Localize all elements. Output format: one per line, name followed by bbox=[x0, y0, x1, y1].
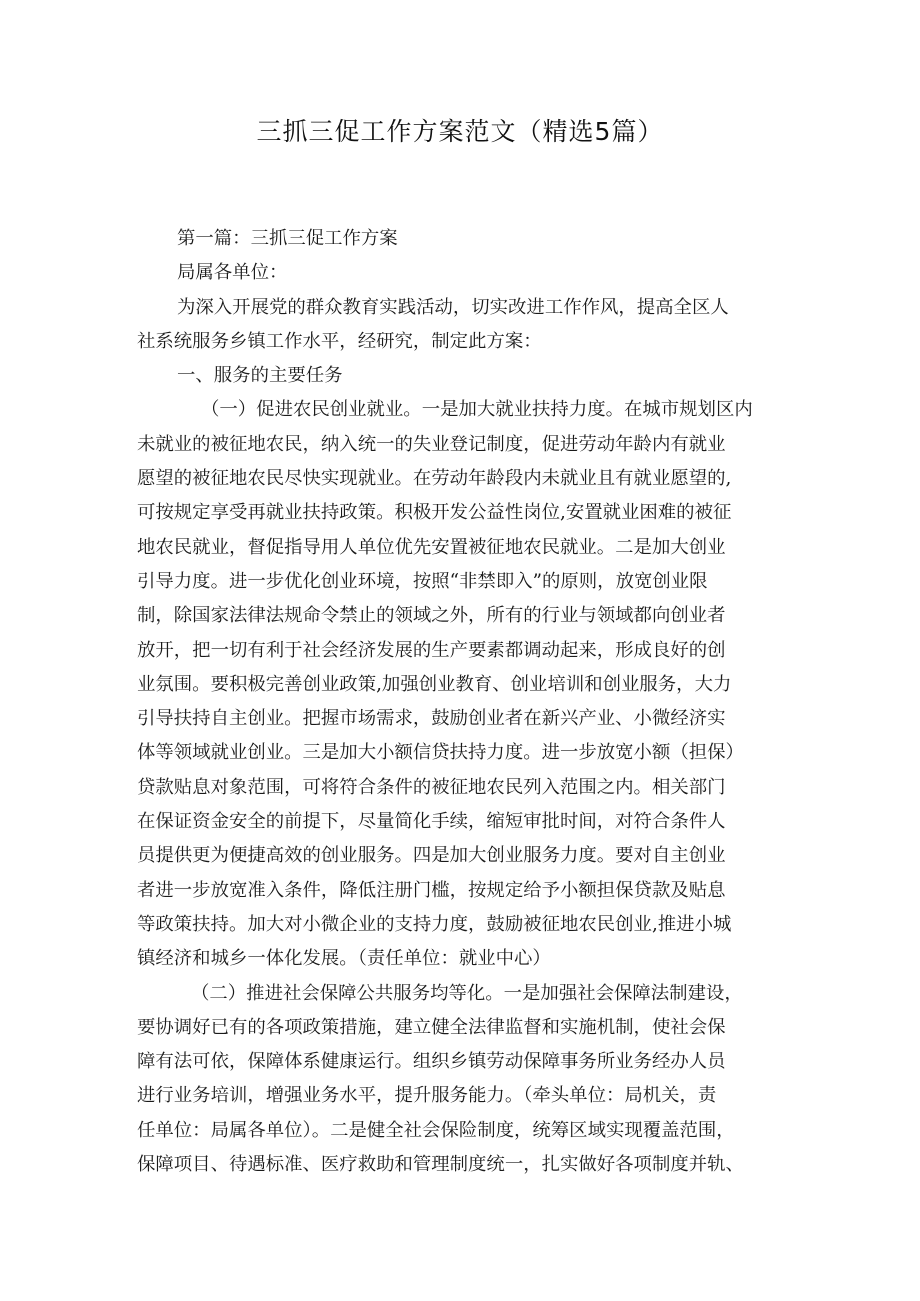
paragraph-line: 要协调好已有的各项政策措施，建立健全法律监督和实施机制，使社会保 bbox=[137, 1016, 726, 1038]
paragraph-line: 等政策扶持。加大对小微企业的支持力度，鼓励被征地农民创业,推进小城 bbox=[137, 913, 732, 935]
paragraph-line: 愿望的被征地农民尽快实现就业。在劳动年龄段内未就业且有就业愿望的, bbox=[137, 468, 732, 490]
section-heading-tasks: 一、服务的主要任务 bbox=[177, 365, 343, 387]
paragraph-line: 社系统服务乡镇工作水平，经研究，制定此方案： bbox=[137, 330, 542, 352]
paragraph-line: 进行业务培训，增强业务水平，提升服务能力。（牵头单位：局机关，责 bbox=[137, 1085, 717, 1107]
paragraph-line: 放开，把一切有利于社会经济发展的生产要素都调动起来，形成良好的创 bbox=[137, 639, 726, 661]
paragraph-line: 员提供更为便捷高效的创业服务。四是加大创业服务力度。要对自主创业 bbox=[137, 845, 726, 867]
paragraph-line: 体等领域就业创业。三是加大小额信贷扶持力度。进一步放宽小额（担保） bbox=[137, 742, 744, 764]
salutation: 局属各单位： bbox=[177, 262, 288, 284]
paragraph-line: （一）促进农民创业就业。一是加大就业扶持力度。在城市规划区内 bbox=[201, 399, 753, 421]
paragraph-line: 镇经济和城乡一体化发展。（责任单位：就业中心） bbox=[137, 948, 551, 970]
paragraph-line: 引导扶持自主创业。把握市场需求，鼓励创业者在新兴产业、小微经济实 bbox=[137, 708, 726, 730]
paragraph-line: 未就业的被征地农民，纳入统一的失业登记制度，促进劳动年龄内有就业 bbox=[137, 433, 726, 455]
paragraph-line: （二）推进社会保障公共服务均等化。一是加强社会保障法制建设， bbox=[191, 982, 743, 1004]
paragraph-line: 业氛围。要积极完善创业政策,加强创业教育、创业培训和创业服务，大力 bbox=[137, 673, 732, 695]
paragraph-line: 为深入开展党的群众教育实践活动，切实改进工作作风，提高全区人 bbox=[177, 296, 729, 318]
document-title: 三抓三促工作方案范文（精选5篇） bbox=[256, 117, 664, 146]
paragraph-line: 制，除国家法律法规命令禁止的领域之外，所有的行业与领域都向创业者 bbox=[137, 605, 726, 627]
paragraph-line: 保障项目、待遇标准、医疗救助和管理制度统一，扎实做好各项制度并轨、 bbox=[137, 1154, 744, 1176]
paragraph-line: 贷款贴息对象范围，可将符合条件的被征地农民列入范围之内。相关部门 bbox=[137, 776, 726, 798]
paragraph-line: 障有法可依，保障体系健康运行。组织乡镇劳动保障事务所业务经办人员 bbox=[137, 1051, 726, 1073]
paragraph-line: 者进一步放宽准入条件，降低注册门槛，按规定给予小额担保贷款及贴息 bbox=[137, 879, 726, 901]
paragraph-line: 任单位：局属各单位）。二是健全社会保险制度，统筹区域实现覆盖范围， bbox=[137, 1119, 735, 1141]
section-heading-first: 第一篇：三抓三促工作方案 bbox=[177, 228, 398, 249]
paragraph-line: 可按规定享受再就业扶持政策。积极开发公益性岗位,安置就业困难的被征 bbox=[137, 502, 732, 524]
paragraph-line: 引导力度。进一步优化创业环境，按照“非禁即入”的原则，放宽创业限 bbox=[137, 570, 708, 592]
paragraph-line: 在保证资金安全的前提下，尽量简化手续，缩短审批时间，对符合条件人 bbox=[137, 811, 726, 833]
document-body bbox=[137, 222, 799, 1182]
paragraph-line: 地农民就业，督促指导用人单位优先安置被征地农民就业。二是加大创业 bbox=[137, 536, 726, 558]
